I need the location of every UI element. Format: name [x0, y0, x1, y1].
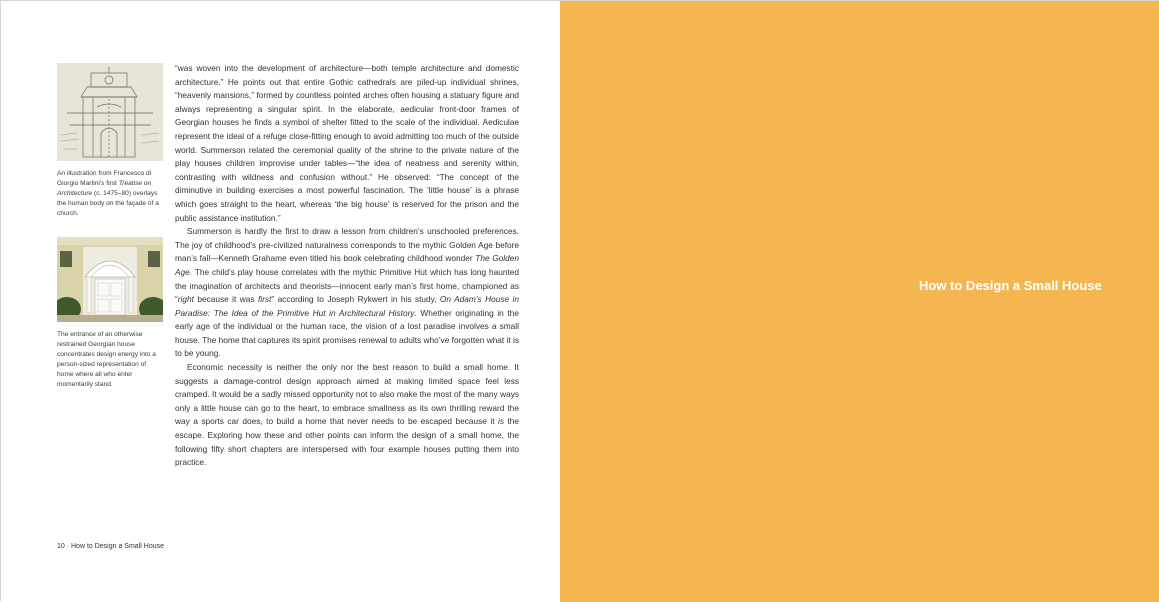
georgian-door-photo — [57, 237, 163, 322]
text-run: Summerson is hardly the first to draw a lesson from children’s unschooled preferences. The joy of childhood’s pre-civilized naturalness corresponds to the mythic Golden Age before man’s fall—Kenneth Grahame even titled his book celebrating childhood wonder — [175, 226, 519, 264]
body-paragraph — [175, 361, 519, 470]
caption-text: (c. 1475–80) overlays the human body on the façade of a church. — [57, 190, 159, 217]
figure-church-sketch — [57, 63, 163, 161]
text-run: the escape. Exploring how these and other points can inform the design of a small home, the following fifty short chapters are interspersed with four example houses putting them into practice. — [175, 416, 519, 468]
italic-run: first — [257, 294, 272, 305]
italic-run: On Adam’s House in Paradise: The Idea of the Primitive Hut in Architectural History — [175, 294, 519, 318]
church-sketch-image — [57, 63, 163, 161]
figure-caption-entrance: The entrance of an otherwise restrained Georgian house concentrates design energy into a person-sized representation of home where all who enter momentarily stand. — [57, 331, 156, 388]
chapter-title: How to Design a Small House — [919, 278, 1102, 293]
right-page — [560, 1, 1159, 602]
main-body-text — [175, 62, 519, 470]
text-run: ” according to Joseph Rykwert in his study, — [271, 294, 440, 305]
text-run: because it was — [193, 294, 258, 305]
text-run: “was woven into the development of architecture—both temple architecture and domestic architecture.” He points out that entire Gothic cathedrals are piled-up individual shrines, “heavenly mansions,” formed by countless pointed arches often housing a statuary figure and always representing a singular spirit. In the elaborate, aedicular front-door frames of Georgian houses he finds a symbol of shelter fitted to the scale of the individual. Aediculae represent the ideal of a refuge close-fitting enough to avoid admitting too much of the outside world. Summerson related the ceremonial quality of the shrine to the private nature of the play houses children improvise under tables—“the idea of neatness and serenity within, contrasting with wildness and confusion without.” He observed: “The concept of the diminutive in building exercises a most powerful fascination. The ‘little house’ is a phrase which goes straight to the heart, whereas ‘the big house’ is reserved for the prison and the public assistance institution.” — [175, 63, 519, 223]
sidebar-figures — [57, 63, 163, 390]
italic-run: right — [177, 294, 194, 305]
page-folio: 10 · How to Design a Small House — [57, 543, 164, 550]
left-page — [1, 1, 560, 602]
text-run: Economic necessity is neither the only nor the best reason to build a small home. It suggests a damage-control design approach aimed at making limited space feel less cramped. It would be a sadly missed opportunity not to also make the most of the many ways only a little house can go to the heart, to embrace smallness as its own thrilling reward the way a sports car does, to build a home that never needs to be escaped because it — [175, 362, 519, 427]
text-run: . Whether originating in the early age of the individual or the human race, the vision of a lost paradise involves a small house. The home that captures its spirit promises renewal to adults who’ve forgotten what it is to be young. — [175, 307, 519, 359]
caption-book-title: Treatise on Architecture — [57, 180, 152, 197]
figure-georgian-entrance — [57, 237, 163, 322]
caption-text: An illustration from Francesco di Giorgio Martini's first — [57, 170, 152, 187]
body-paragraph — [175, 225, 519, 361]
body-paragraph — [175, 62, 519, 225]
italic-run: is — [497, 416, 504, 427]
figure-caption-church — [57, 169, 163, 219]
italic-run: The Golden Age — [175, 253, 519, 277]
text-run: . The child’s play house correlates with the mythic Primitive Hut which has long haunted the imagination of architects and theorists—innocent early man’s first home, championed as “ — [175, 266, 519, 305]
